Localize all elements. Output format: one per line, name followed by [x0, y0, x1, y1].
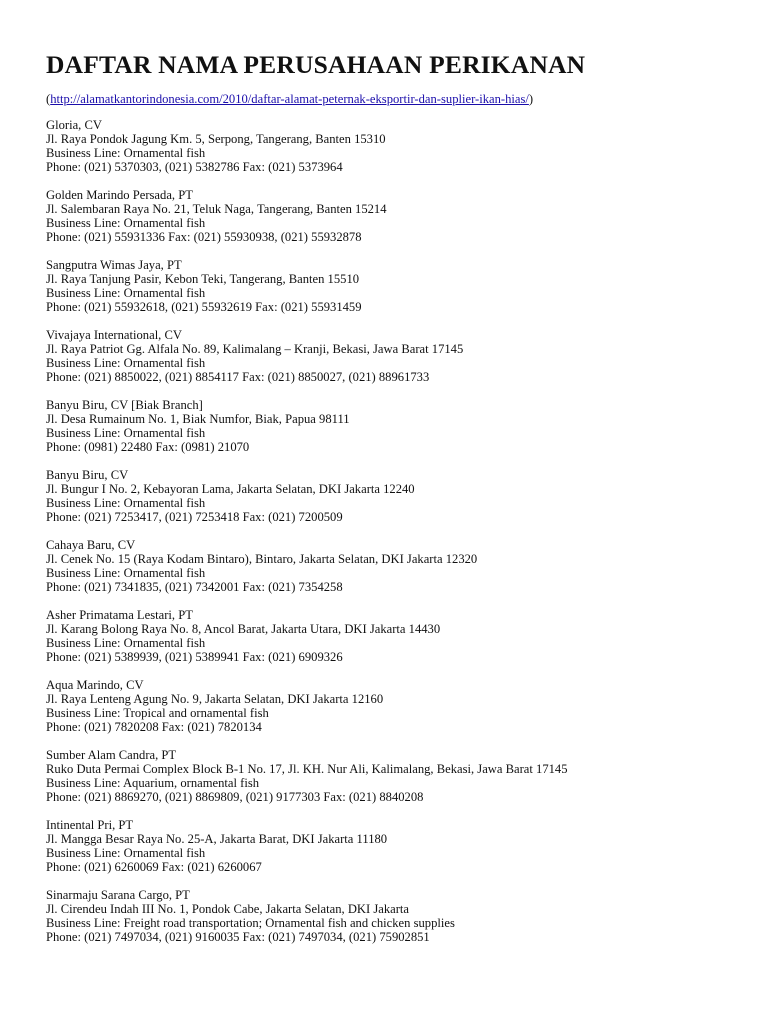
company-address: Jl. Raya Tanjung Pasir, Kebon Teki, Tangerang, Banten 15510	[46, 272, 360, 286]
company-entry	[46, 678, 728, 734]
company-name: Gloria, CV	[46, 118, 102, 132]
company-business-line: Business Line: Ornamental fish	[46, 636, 206, 650]
company-name: Banyu Biru, CV	[46, 468, 129, 482]
company-entry	[46, 398, 728, 454]
source-line	[46, 91, 728, 107]
company-business-line: Business Line: Ornamental fish	[46, 216, 206, 230]
company-business-line: Business Line: Ornamental fish	[46, 496, 206, 510]
company-name: Aqua Marindo, CV	[46, 678, 144, 692]
company-phone: Phone: (021) 7497034, (021) 9160035 Fax: (021) 7497034, (021) 75902851	[46, 930, 430, 944]
company-address: Jl. Cirendeu Indah III No. 1, Pondok Cabe, Jakarta Selatan, DKI Jakarta	[46, 902, 410, 916]
source-open-paren: (	[46, 92, 51, 106]
company-name: Sinarmaju Sarana Cargo, PT	[46, 888, 190, 902]
company-phone: Phone: (021) 55932618, (021) 55932619 Fax: (021) 55931459	[46, 300, 362, 314]
company-address: Jl. Desa Rumainum No. 1, Biak Numfor, Biak, Papua 98111	[46, 412, 350, 426]
company-entry	[46, 818, 728, 874]
company-business-line: Business Line: Ornamental fish	[46, 356, 206, 370]
company-phone: Phone: (021) 7341835, (021) 7342001 Fax: (021) 7354258	[46, 580, 343, 594]
company-address: Jl. Bungur I No. 2, Kebayoran Lama, Jakarta Selatan, DKI Jakarta 12240	[46, 482, 415, 496]
company-name: Golden Marindo Persada, PT	[46, 188, 193, 202]
company-entry	[46, 748, 728, 804]
company-address: Jl. Cenek No. 15 (Raya Kodam Bintaro), Bintaro, Jakarta Selatan, DKI Jakarta 12320	[46, 552, 478, 566]
company-name: Banyu Biru, CV [Biak Branch]	[46, 398, 203, 412]
company-name: Cahaya Baru, CV	[46, 538, 136, 552]
company-entry	[46, 328, 728, 384]
company-address: Jl. Raya Patriot Gg. Alfala No. 89, Kalimalang – Kranji, Bekasi, Jawa Barat 17145	[46, 342, 464, 356]
company-address: Jl. Salembaran Raya No. 21, Teluk Naga, Tangerang, Banten 15214	[46, 202, 387, 216]
company-name: Vivajaya International, CV	[46, 328, 182, 342]
company-business-line: Business Line: Ornamental fish	[46, 846, 206, 860]
company-phone: Phone: (021) 55931336 Fax: (021) 55930938, (021) 55932878	[46, 230, 362, 244]
company-phone: Phone: (021) 8869270, (021) 8869809, (021) 9177303 Fax: (021) 8840208	[46, 790, 424, 804]
company-phone: Phone: (021) 6260069 Fax: (021) 6260067	[46, 860, 262, 874]
source-close-paren: )	[528, 92, 534, 106]
company-list	[46, 118, 728, 944]
company-phone: Phone: (021) 7253417, (021) 7253418 Fax: (021) 7200509	[46, 510, 343, 524]
company-entry	[46, 608, 728, 664]
company-address: Ruko Duta Permai Complex Block B-1 No. 17, Jl. KH. Nur Ali, Kalimalang, Bekasi, Jawa Barat 17145	[46, 762, 568, 776]
document-title: DAFTAR NAMA PERUSAHAAN PERIKANAN	[46, 50, 586, 79]
company-phone: Phone: (021) 8850022, (021) 8854117 Fax: (021) 8850027, (021) 88961733	[46, 370, 430, 384]
company-address: Jl. Raya Pondok Jagung Km. 5, Serpong, Tangerang, Banten 15310	[46, 132, 386, 146]
company-address: Jl. Raya Lenteng Agung No. 9, Jakarta Selatan, DKI Jakarta 12160	[46, 692, 384, 706]
company-business-line: Business Line: Freight road transportation; Ornamental fish and chicken supplies	[46, 916, 455, 930]
company-business-line: Business Line: Tropical and ornamental fish	[46, 706, 269, 720]
company-entry	[46, 468, 728, 524]
company-business-line: Business Line: Ornamental fish	[46, 286, 206, 300]
company-entry	[46, 258, 728, 314]
company-business-line: Business Line: Aquarium, ornamental fish	[46, 776, 260, 790]
company-business-line: Business Line: Ornamental fish	[46, 426, 206, 440]
company-name: Sumber Alam Candra, PT	[46, 748, 177, 762]
company-address: Jl. Mangga Besar Raya No. 25-A, Jakarta Barat, DKI Jakarta 11180	[46, 832, 388, 846]
company-phone: Phone: (021) 5370303, (021) 5382786 Fax: (021) 5373964	[46, 160, 343, 174]
company-entry	[46, 538, 728, 594]
company-phone: Phone: (021) 5389939, (021) 5389941 Fax: (021) 6909326	[46, 650, 343, 664]
company-business-line: Business Line: Ornamental fish	[46, 146, 206, 160]
source-link[interactable]: http://alamatkantorindonesia.com/2010/daftar-alamat-peternak-eksportir-dan-suplier-ikan-hias/	[50, 92, 529, 106]
company-entry	[46, 188, 728, 244]
company-phone: Phone: (0981) 22480 Fax: (0981) 21070	[46, 440, 250, 454]
company-name: Asher Primatama Lestari, PT	[46, 608, 193, 622]
company-entry	[46, 888, 728, 944]
company-name: Intinental Pri, PT	[46, 818, 134, 832]
company-entry	[46, 118, 728, 174]
company-address: Jl. Karang Bolong Raya No. 8, Ancol Barat, Jakarta Utara, DKI Jakarta 14430	[46, 622, 441, 636]
company-business-line: Business Line: Ornamental fish	[46, 566, 206, 580]
company-phone: Phone: (021) 7820208 Fax: (021) 7820134	[46, 720, 262, 734]
company-name: Sangputra Wimas Jaya, PT	[46, 258, 182, 272]
